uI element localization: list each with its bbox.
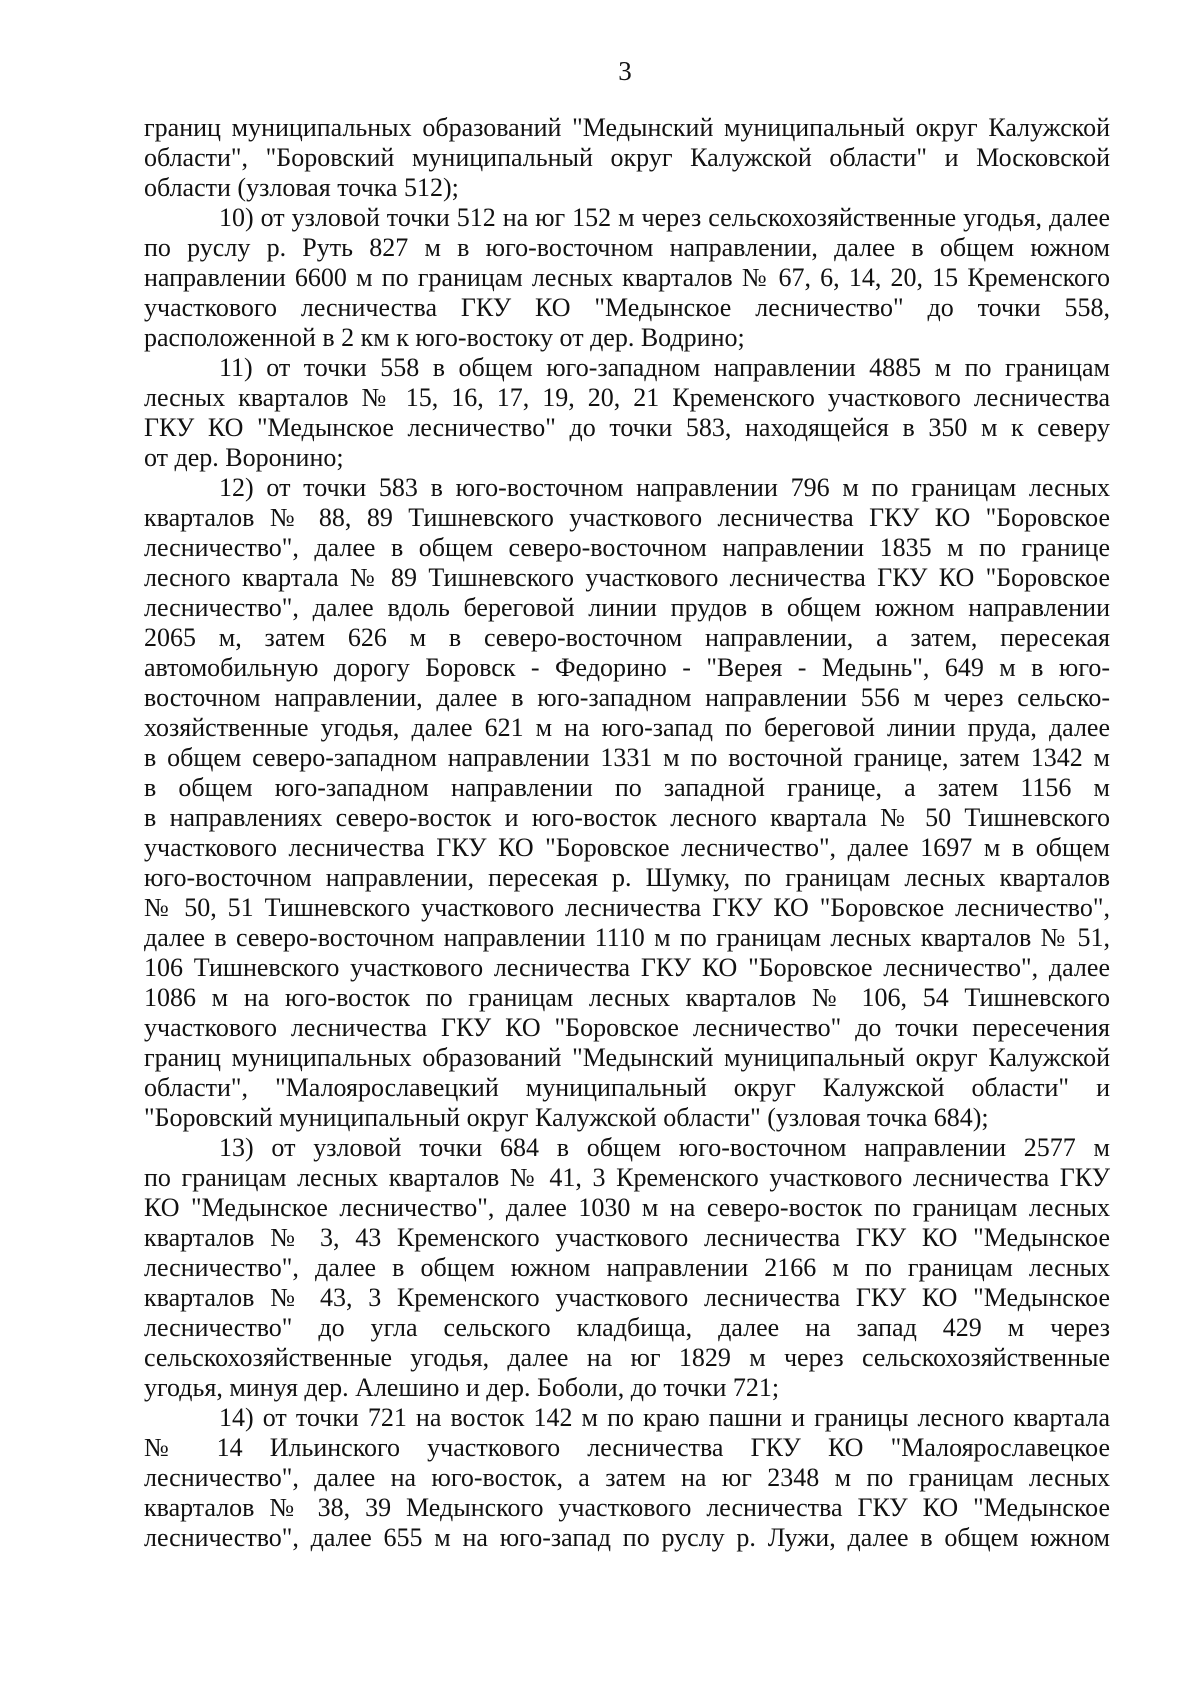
text-line: границ муниципальных образований "Медынский муниципальный округ Калужской	[144, 1043, 1110, 1072]
text-line: в общем юго-западном направлении по западной границе, а затем 1156 м	[144, 773, 1110, 802]
text-line: далее в северо-восточном направлении 1110 м по границам лесных кварталов № 51,	[144, 923, 1110, 952]
text-line: по границам лесных кварталов № 41, 3 Кременского участкового лесничества ГКУ	[144, 1163, 1110, 1192]
text-line: расположенной в 2 км к юго-востоку от дер. Водрино;	[144, 323, 745, 352]
text-line: № 14 Ильинского участкового лесничества ГКУ КО "Малоярославецкое	[144, 1433, 1110, 1462]
text-line: границ муниципальных образований "Медынский муниципальный округ Калужской	[144, 113, 1110, 142]
text-line: хозяйственные угодья, далее 621 м на юго-запад по береговой линии пруда, далее	[144, 713, 1110, 742]
text-line: направлении 6600 м по границам лесных кварталов № 67, 6, 14, 20, 15 Кременского	[144, 263, 1110, 292]
page-number: 3	[618, 56, 632, 86]
text-line: № 50, 51 Тишневского участкового лесничества ГКУ КО "Боровское лесничество",	[144, 893, 1110, 922]
text-line: области (узловая точка 512);	[144, 173, 459, 202]
text-line: кварталов № 43, 3 Кременского участкового лесничества ГКУ КО "Медынское	[144, 1283, 1110, 1312]
text-line: 106 Тишневского участкового лесничества ГКУ КО "Боровское лесничество", далее	[144, 953, 1110, 982]
text-line: по руслу р. Руть 827 м в юго-восточном направлении, далее в общем южном	[144, 233, 1110, 262]
text-line: от дер. Воронино;	[144, 443, 344, 472]
text-line: участкового лесничества ГКУ КО "Боровское лесничество", далее 1697 м в общем	[144, 833, 1110, 862]
text-line: участкового лесничества ГКУ КО "Боровское лесничество" до точки пересечения	[144, 1013, 1110, 1042]
paragraph-first-line: 12) от точки 583 в юго-восточном направлении 796 м по границам лесных	[219, 473, 1110, 502]
paragraph-first-line: 11) от точки 558 в общем юго-западном направлении 4885 м по границам	[219, 353, 1110, 382]
text-line: лесничество", далее 655 м на юго-запад по руслу р. Лужи, далее в общем южном	[144, 1523, 1110, 1552]
text-line: кварталов № 38, 39 Медынского участкового лесничества ГКУ КО "Медынское	[144, 1493, 1110, 1522]
document-body	[144, 113, 1110, 1553]
paragraph-first-line: 13) от узловой точки 684 в общем юго-восточном направлении 2577 м	[219, 1133, 1110, 1162]
text-line: лесничество", далее вдоль береговой линии прудов в общем южном направлении	[144, 593, 1110, 622]
text-line: кварталов № 3, 43 Кременского участкового лесничества ГКУ КО "Медынское	[144, 1223, 1110, 1252]
text-line: участкового лесничества ГКУ КО "Медынское лесничество" до точки 558,	[144, 293, 1110, 322]
text-line: в направлениях северо-восток и юго-восток лесного квартала № 50 Тишневского	[144, 803, 1110, 832]
text-line: ГКУ КО "Медынское лесничество" до точки 583, находящейся в 350 м к северу	[144, 413, 1110, 442]
text-line: лесничество", далее в общем северо-восточном направлении 1835 м по границе	[144, 533, 1110, 562]
text-line: области", "Боровский муниципальный округ Калужской области" и Московской	[144, 143, 1110, 172]
text-line: "Боровский муниципальный округ Калужской области" (узловая точка 684);	[144, 1103, 989, 1132]
text-line: автомобильную дорогу Боровск - Федорино - "Верея - Медынь", 649 м в юго-	[144, 653, 1110, 682]
text-line: 1086 м на юго-восток по границам лесных кварталов № 106, 54 Тишневского	[144, 983, 1110, 1012]
text-line: юго-восточном направлении, пересекая р. Шумку, по границам лесных кварталов	[144, 863, 1110, 892]
paragraph-first-line: 14) от точки 721 на восток 142 м по краю пашни и границы лесного квартала	[219, 1403, 1110, 1432]
text-line: области", "Малоярославецкий муниципальный округ Калужской области" и	[144, 1073, 1110, 1102]
text-line: лесничество" до угла сельского кладбища, далее на запад 429 м через	[144, 1313, 1110, 1342]
text-line: в общем северо-западном направлении 1331 м по восточной границе, затем 1342 м	[144, 743, 1110, 772]
paragraph-first-line: 10) от узловой точки 512 на юг 152 м через сельскохозяйственные угодья, далее	[219, 203, 1110, 232]
text-line: кварталов № 88, 89 Тишневского участкового лесничества ГКУ КО "Боровское	[144, 503, 1110, 532]
text-line: лесничество", далее в общем южном направлении 2166 м по границам лесных	[144, 1253, 1110, 1282]
text-line: восточном направлении, далее в юго-западном направлении 556 м через сельско-	[144, 683, 1110, 712]
text-line: лесничество", далее на юго-восток, а затем на юг 2348 м по границам лесных	[144, 1463, 1110, 1492]
text-line: лесных кварталов № 15, 16, 17, 19, 20, 21 Кременского участкового лесничества	[144, 383, 1110, 412]
text-line: 2065 м, затем 626 м в северо-восточном направлении, а затем, пересекая	[144, 623, 1110, 652]
text-line: сельскохозяйственные угодья, далее на юг 1829 м через сельскохозяйственные	[144, 1343, 1110, 1372]
text-line: угодья, минуя дер. Алешино и дер. Боболи, до точки 721;	[144, 1373, 780, 1402]
text-line: лесного квартала № 89 Тишневского участкового лесничества ГКУ КО "Боровское	[144, 563, 1110, 592]
text-line: КО "Медынское лесничество", далее 1030 м на северо-восток по границам лесных	[144, 1193, 1110, 1222]
